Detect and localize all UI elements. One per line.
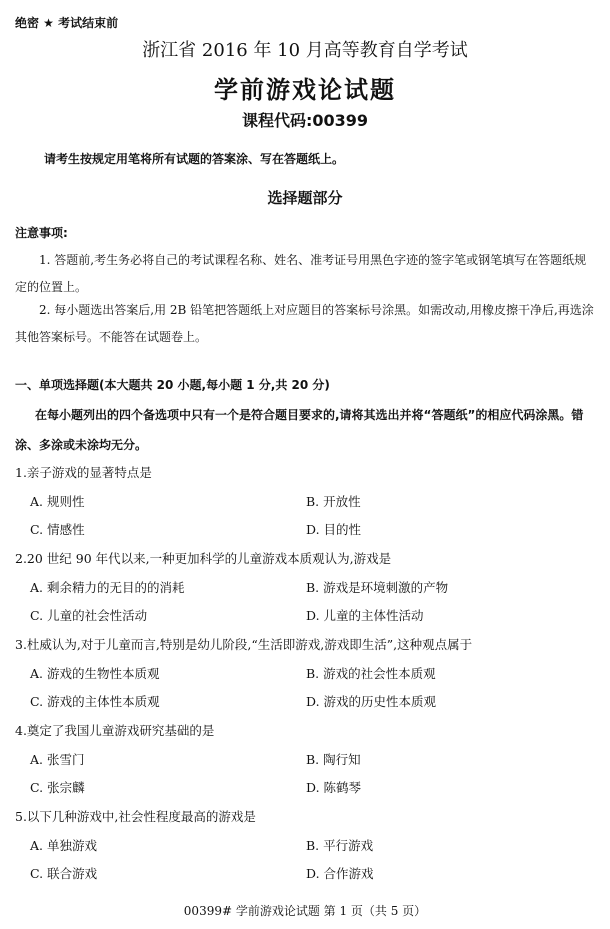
page-footer: 00399# 学前游戏论试题 第 1 页（共 5 页） [183, 904, 427, 918]
exam-name: 浙江省 2016 年 10 月高等教育自学考试 [142, 40, 468, 61]
question-option: C. 张宗麟 [30, 780, 85, 795]
question-option: D. 儿童的主体性活动 [306, 608, 424, 623]
question-stem: 2.20 世纪 90 年代以来,一种更加科学的儿童游戏本质观认为,游戏是 [15, 551, 392, 566]
question-stem: 3.杜威认为,对于儿童而言,特别是幼儿阶段,“生活即游戏,游戏即生活”,这种观点属于 [15, 637, 473, 652]
answer-instruction: 请考生按规定用笔将所有试题的答案涂、写在答题纸上。 [44, 152, 345, 166]
question-option: B. 平行游戏 [306, 838, 374, 853]
question-option: A. 剩余精力的无目的的消耗 [30, 580, 185, 595]
question-stem: 5.以下几种游戏中,社会性程度最高的游戏是 [15, 809, 256, 824]
question-option: B. 游戏是环境刺激的产物 [306, 580, 449, 595]
course-code: 课程代码:00399 [241, 111, 369, 130]
question-option: C. 儿童的社会性活动 [30, 608, 148, 623]
notes-heading: 注意事项: [15, 226, 68, 240]
question-option: A. 张雪门 [30, 752, 85, 767]
question-option: D. 目的性 [306, 522, 362, 537]
question-stem: 4.奠定了我国儿童游戏研究基础的是 [15, 723, 215, 738]
note-item: 2. 每小题选出答案后,用 2B 铅笔把答题纸上对应题目的答案标号涂黑。如需改动,用橡皮擦干净后,再选涂其他答案标号。不能答在试题卷上。 [15, 303, 594, 344]
question-option: C. 游戏的主体性本质观 [30, 694, 160, 709]
question-option: D. 合作游戏 [306, 866, 374, 881]
question-option: B. 陶行知 [306, 752, 361, 767]
question-option: A. 单独游戏 [30, 838, 97, 853]
question-option: A. 游戏的生物性本质观 [30, 666, 160, 681]
question-option: C. 联合游戏 [30, 866, 98, 881]
question-option: B. 游戏的社会性本质观 [306, 666, 436, 681]
page-title: 学前游戏论试题 [214, 76, 396, 104]
confidential-label: 绝密 ★ 考试结束前 [15, 16, 119, 30]
question-option: D. 陈鹤琴 [306, 780, 362, 795]
question-option: D. 游戏的历史性本质观 [306, 694, 437, 709]
question-option: A. 规则性 [30, 494, 85, 509]
question-stem: 1.亲子游戏的显著特点是 [15, 465, 152, 480]
section-heading: 一、单项选择题(本大题共 20 小题,每小题 1 分,共 20 分) [15, 378, 330, 392]
section-description: 在每小题列出的四个备选项中只有一个是符合题目要求的,请将其选出并将“答题纸”的相应代码涂黑。错涂、多涂或未涂均无分。 [15, 408, 584, 452]
note-item: 1. 答题前,考生务必将自己的考试课程名称、姓名、准考证号用黑色字迹的签字笔或钢笔填写在答题纸规定的位置上。 [15, 253, 587, 294]
part-title: 选择题部分 [267, 189, 343, 207]
question-option: B. 开放性 [306, 494, 361, 509]
question-option: C. 情感性 [30, 522, 85, 537]
